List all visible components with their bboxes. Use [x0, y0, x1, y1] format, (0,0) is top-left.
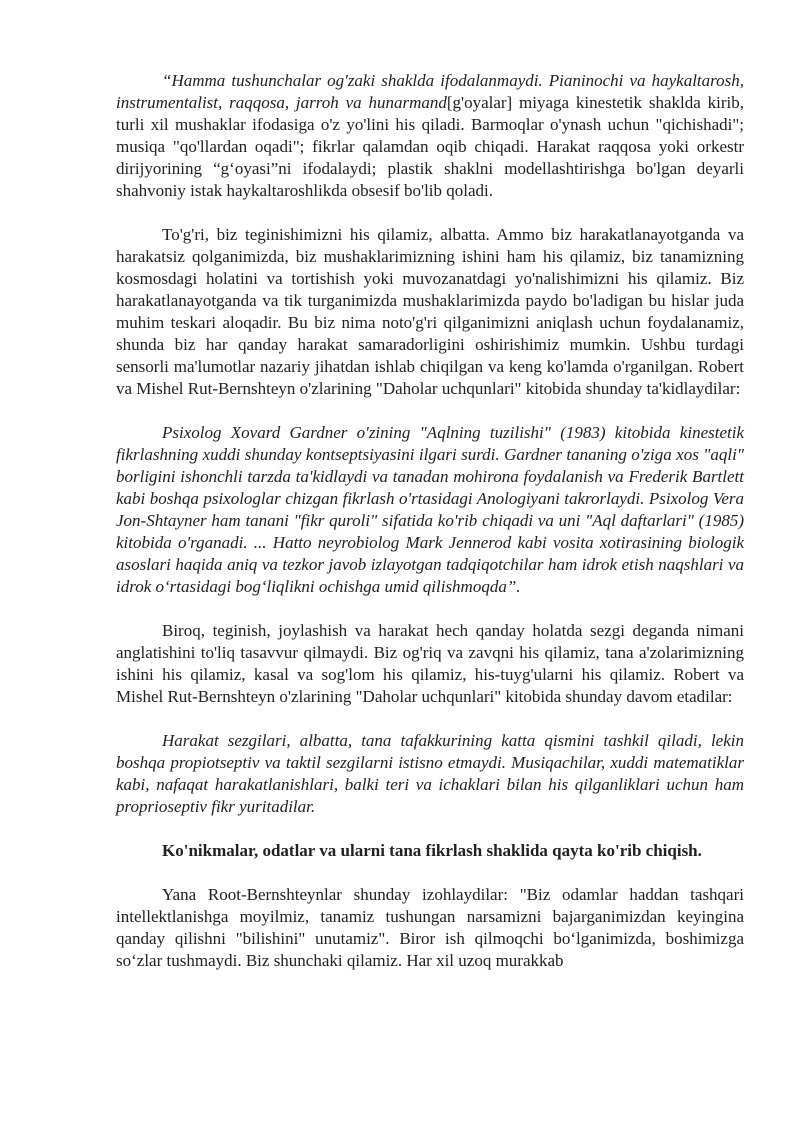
quote-1-roman: [g'oyalar] miyaga kinestetik shaklda kirib, turli xil mushaklar ifodasiga o'z yo'lini his qiladi. Barmoqlar o'ynash uchun "qichishadi"; musiqa "qo'llardan oqadi"; fikrlar qalamdan oqib chiqadi. Harakat raqqosa yoki orkestr dirijyorining “g‘oyasi”ni ifodalaydi; plastik shaklni modellashtirishga bo'lgan deyarli shahvoniy istak haykaltaroshlikda obsesif bo'lib qoladi. [116, 93, 744, 200]
paragraph-quote-gardner: Psixolog Xovard Gardner o'zining "Aqlning tuzilishi" (1983) kitobida kinestetik fikrlashning xuddi shunday kontseptsiyasini ilgari surdi. Gardner tananing o'ziga xos "aqli" borligini ishonchli tarzda ta'kidlaydi va tanadan mohirona foydalanish va Frederik Bartlett kabi boshqa psixologlar chizgan fikrlash o'rtasidagi Anologiyani takrorlaydi. Psixolog Vera Jon-Shtayner ham tanani "fikr quroli" sifatida ko'rib chiqadi va uni "Aql daftarlari" (1985) kitobida o'rganadi. ... Hatto neyrobiolog Mark Jennerod kabi vosita xotirasining biologik asoslari haqida aniq va tezkor javob izlayotgan tadqiqotchilar ham idrok etish naqshlari va idrok o‘rtasidagi bog‘liqlikni ochishga umid qilishmoqda”. [116, 423, 744, 596]
paragraph-quote-1 [116, 70, 744, 202]
paragraph-4: Biroq, teginish, joylashish va harakat hech qanday holatda sezgi deganda nimani anglatishini to'liq tasavvur qilmaydi. Biz og'riq va zavqni his qilamiz, tana a'zolarimizning ishini his qilamiz, kasal va sog'lom his qilamiz, his-tuyg'ularni his qilamiz. Robert va Mishel Rut-Bernshteyn o'zlarining "Daholar uchqunlari" kitobida shunday davom etadilar: [116, 621, 744, 706]
section-heading: Ko'nikmalar, odatlar va ularni tana fikrlash shaklida qayta ko'rib chiqish. [162, 841, 702, 860]
paragraph-quote-harakat: Harakat sezgilari, albatta, tana tafakkurining katta qismini tashkil qiladi, lekin boshqa propiotseptiv va taktil sezgilarni istisno etmaydi. Musiqachilar, xuddi matematiklar kabi, nafaqat harakatlanishlari, balki teri va ichaklari bilan his qilganliklari uchun ham proprioseptiv fikr yuritadilar. [116, 731, 744, 816]
paragraph-6: Yana Root-Bernshteynlar shunday izohlaydilar: "Biz odamlar haddan tashqari intellektlanishga moyilmiz, tanamiz tushungan narsamizni bajarganimizdan keyingina qanday qilishni "bilishini" unutamiz". Biror ish qilmoqchi bo‘lganimizda, boshimizga so‘zlar tushmaydi. Biz shunchaki qilamiz. Har xil uzoq murakkab [116, 885, 744, 970]
paragraph-2: To'g'ri, biz teginishimizni his qilamiz, albatta. Ammo biz harakatlanayotganda va harakatsiz qolganimizda, biz mushaklarimizning ishini ham his qilamiz, biz tanamizning kosmosdagi holatini va tortishish yoki muvozanatdagi yo'nalishimizni his qilamiz. Biz harakatlanayotganda va tik turganimizda mushaklarimizda paydo bo'ladigan bu hislar juda muhim teskari aloqadir. Bu biz nima noto'g'ri qilganimizni aniqlash uchun foydalanamiz, shunda biz har qanday harakat samaradorligini oshirishimiz mumkin. Ushbu turdagi sensorli ma'lumotlar nazariy jihatdan ishlab chiqilgan va keng ko'lamda o'rganilgan. Robert va Mishel Rut-Bernshteyn o'zlarining "Daholar uchqunlari" kitobida shunday ta'kidlaydilar: [116, 225, 744, 398]
quote-1-italic: “Hamma tushunchalar og'zaki shaklda ifodalanmaydi. Pianinochi va haykaltarosh, instrumentalist, raqqosa, jarroh va hunarmand [116, 71, 744, 112]
